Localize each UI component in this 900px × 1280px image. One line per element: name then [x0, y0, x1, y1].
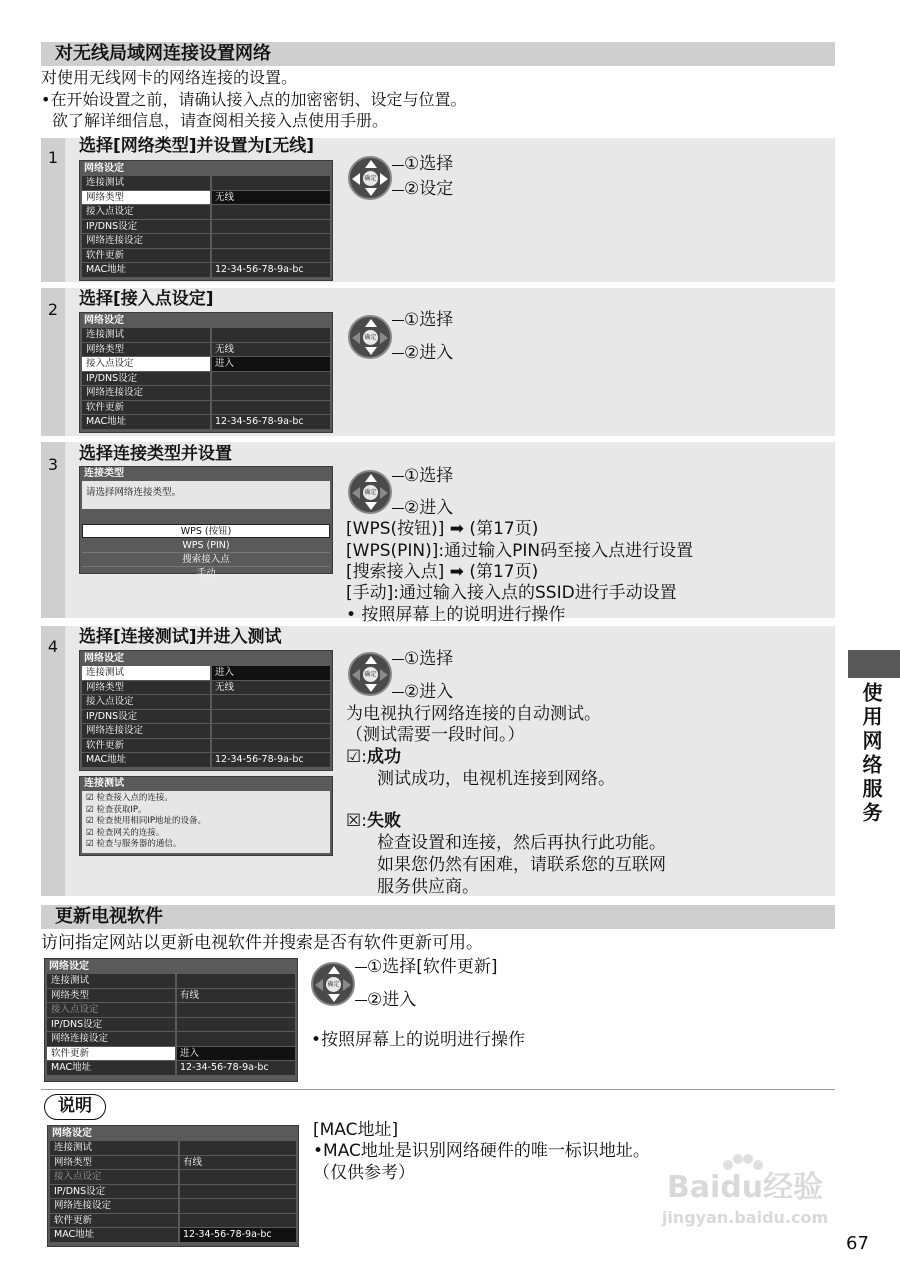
remote-dpad-icon: 确定 — [348, 470, 392, 514]
connection-type-dialog — [79, 466, 333, 579]
check-icon: ☑ — [86, 816, 97, 826]
menu-value: 进入 — [177, 1047, 295, 1061]
remote-dpad-icon: 确定 — [348, 315, 392, 359]
menu-item[interactable]: 接入点设定 — [82, 695, 210, 709]
menu-item[interactable]: 连接测试 — [50, 1141, 178, 1155]
menu-value: 无线 — [212, 681, 330, 695]
menu-item[interactable]: IP/DNS设定 — [47, 1018, 175, 1032]
dialog-prompt: 请选择网络连接类型。 — [82, 481, 330, 509]
menu-value — [212, 386, 330, 400]
instruction-select: ①选择 — [404, 649, 454, 669]
bullet-text: 在开始设置之前，请确认接入点的加密密钥、设定与位置。 — [50, 90, 467, 109]
mac-title: [MAC地址] — [313, 1120, 399, 1140]
option-manual[interactable]: 手动 — [196, 568, 216, 579]
leader-line — [392, 320, 404, 321]
leader-line — [392, 165, 404, 166]
remote-dpad-icon: 确定 — [311, 962, 355, 1006]
check-icon: ☑ — [86, 804, 97, 815]
mac-value: 12-34-56-78-9a-bc — [212, 263, 330, 277]
menu-value — [212, 372, 330, 386]
network-settings-screen — [79, 650, 333, 771]
dialog-spacer — [80, 509, 332, 524]
step-bar — [41, 626, 65, 896]
menu-item[interactable]: 网络连接设定 — [82, 724, 210, 738]
mac-reference: （仅供参考） — [313, 1163, 415, 1183]
mac-value: 12-34-56-78-9a-bc — [212, 753, 330, 767]
menu-item[interactable]: IP/DNS设定 — [82, 220, 210, 234]
leader-line — [392, 692, 404, 693]
menu-value — [212, 220, 330, 234]
menu-value — [180, 1185, 296, 1199]
test-item-text: 检查接入点的连接。 — [96, 793, 173, 803]
remote-dpad-icon: 确定 — [348, 652, 392, 696]
test-item — [86, 805, 326, 817]
fail-text-2: 如果您仍然有困难，请联系您的互联网 — [377, 855, 666, 875]
instruction-action: ②进入 — [404, 682, 454, 702]
step-number: 2 — [47, 300, 59, 319]
menu-item[interactable]: 软件更新 — [82, 401, 210, 415]
fail-row: ☒:失败 — [346, 811, 401, 831]
bullet-note-cont: 欲了解详细信息，请查阅相关接入点使用手册。 — [52, 111, 389, 130]
page-number: 67 — [846, 1233, 869, 1254]
network-settings-screen — [44, 958, 298, 1082]
menu-value — [212, 234, 330, 248]
screen-title: 网络设定 — [49, 961, 89, 972]
menu-value — [177, 1032, 295, 1046]
note-wps-button: [WPS(按钮)] ➡ (第17页) — [346, 519, 539, 539]
instruction-select: ①选择 — [404, 154, 454, 174]
menu-item[interactable]: 网络连接设定 — [82, 234, 210, 248]
menu-value: 进入 — [212, 666, 330, 680]
menu-item[interactable]: 接入点设定 — [82, 205, 210, 219]
menu-value — [212, 710, 330, 724]
test-item-text: 检查获取IP。 — [96, 804, 147, 815]
menu-value — [212, 176, 330, 190]
instruction-select: ①选择[软件更新] — [367, 957, 498, 977]
leader-line — [355, 1000, 367, 1001]
divider — [41, 1089, 835, 1090]
note-manual: [手动]:通过输入接入点的SSID进行手动设置 — [346, 583, 677, 603]
leader-line — [392, 476, 404, 477]
test-item-text: 检查网关的连接。 — [96, 827, 165, 838]
step-number: 4 — [47, 637, 59, 656]
leader-line — [392, 190, 404, 191]
menu-value — [212, 695, 330, 709]
test-title: 连接测试 — [84, 778, 124, 789]
menu-item[interactable]: 网络连接设定 — [50, 1199, 178, 1213]
menu-item-selected[interactable]: 网络类型 — [82, 191, 210, 205]
check-icon: ☑ — [86, 793, 97, 803]
checkmark-icon: ☑ — [346, 747, 362, 767]
note-search-ap: [搜索接入点] ➡ (第17页) — [346, 562, 539, 582]
note-follow: • 按照屏幕上的说明进行操作 — [346, 605, 566, 625]
mac-value: 12-34-56-78-9a-bc — [177, 1061, 295, 1075]
option-wps-pin[interactable]: WPS (PIN) — [82, 539, 330, 553]
menu-value — [212, 401, 330, 415]
test-item — [86, 793, 326, 805]
menu-value: 有线 — [180, 1156, 296, 1170]
watermark-brand: Baidu经验 — [666, 1170, 824, 1205]
menu-value — [180, 1170, 296, 1184]
step-title: 选择[网络类型]并设置为[无线] — [79, 136, 315, 156]
baidu-watermark — [640, 1150, 850, 1240]
instruction-select: ①选择 — [404, 310, 454, 330]
menu-value — [177, 974, 295, 988]
test-item — [86, 839, 326, 851]
menu-item-selected[interactable]: 接入点设定 — [82, 357, 210, 371]
section2-note: •按照屏幕上的说明进行操作 — [311, 1030, 526, 1050]
leader-line — [392, 508, 404, 509]
check-icon: ☑ — [86, 839, 97, 849]
section2-intro: 访问指定网站以更新电视软件并搜索是否有软件更新可用。 — [41, 933, 483, 953]
menu-item[interactable]: 网络类型 — [47, 989, 175, 1003]
test-item — [86, 828, 326, 840]
menu-value — [177, 1003, 295, 1017]
test-item — [86, 816, 326, 828]
watermark-text — [640, 1168, 850, 1228]
menu-value — [180, 1199, 296, 1213]
menu-item: MAC地址 — [47, 1061, 175, 1075]
fail-label: 失败 — [366, 811, 401, 831]
success-label: 成功 — [366, 747, 401, 767]
menu-item-disabled: 接入点设定 — [47, 1003, 175, 1017]
dialog-title: 连接类型 — [84, 468, 124, 479]
menu-value — [212, 739, 330, 753]
screen-title: 网络设定 — [52, 1128, 92, 1139]
mac-description: •MAC地址是识别网络硬件的唯一标识地址。 — [313, 1141, 650, 1161]
screen-title: 网络设定 — [84, 653, 124, 664]
menu-item[interactable]: 网络类型 — [50, 1156, 178, 1170]
note-wps-pin: [WPS(PIN)]:通过输入PIN码至接入点进行设置 — [346, 541, 694, 561]
section-title-update: 更新电视软件 — [41, 905, 835, 929]
step-title: 选择连接类型并设置 — [79, 444, 232, 464]
remote-dpad-icon: 确定 — [348, 156, 392, 200]
network-settings-screen — [79, 312, 333, 433]
check-icon: ☑ — [86, 827, 97, 838]
option-search-ap[interactable]: 搜索接入点 — [82, 553, 330, 567]
menu-item[interactable]: 网络类型 — [82, 681, 210, 695]
success-row: ☑:成功 — [346, 747, 401, 767]
menu-item[interactable]: 连接测试 — [47, 974, 175, 988]
connection-test-panel — [79, 776, 333, 856]
menu-value: 无线 — [212, 343, 330, 357]
menu-item: MAC地址 — [82, 753, 210, 767]
menu-item[interactable]: 连接测试 — [82, 328, 210, 342]
leader-line — [355, 967, 367, 968]
fail-text-3: 服务供应商。 — [377, 877, 479, 897]
instruction-action: ②进入 — [404, 343, 454, 363]
menu-item-disabled: 接入点设定 — [50, 1170, 178, 1184]
step-number: 3 — [47, 455, 59, 474]
menu-item[interactable]: 网络类型 — [82, 343, 210, 357]
menu-item[interactable]: IP/DNS设定 — [82, 372, 210, 386]
watermark-url: jingyan.baidu.com — [661, 1208, 829, 1227]
menu-value: 无线 — [212, 191, 330, 205]
step-title: 选择[连接测试]并进入测试 — [79, 627, 282, 647]
test-list — [82, 791, 330, 853]
instruction-select: ①选择 — [404, 466, 454, 486]
instruction-action: ②设定 — [404, 179, 454, 199]
mac-value: 12-34-56-78-9a-bc — [212, 415, 330, 429]
instruction-action: ②进入 — [367, 990, 417, 1010]
watermark-logo-icon — [718, 1144, 766, 1168]
menu-item[interactable]: 软件更新 — [82, 249, 210, 263]
menu-item: MAC地址 — [82, 415, 210, 429]
test-duration-note: （测试需要一段时间。） — [346, 725, 525, 745]
menu-value — [180, 1214, 296, 1228]
menu-item[interactable]: 网络连接设定 — [82, 386, 210, 400]
menu-value — [212, 328, 330, 342]
cross-box-icon: ☒ — [346, 811, 362, 831]
menu-item: MAC地址 — [82, 263, 210, 277]
test-item-text: 检查与服务器的通信。 — [96, 839, 182, 849]
screen-title: 网络设定 — [84, 315, 124, 326]
menu-item[interactable]: IP/DNS设定 — [50, 1185, 178, 1199]
test-description: 为电视执行网络连接的自动测试。 — [346, 704, 601, 724]
menu-value — [212, 724, 330, 738]
menu-item[interactable]: 软件更新 — [82, 739, 210, 753]
menu-item[interactable]: IP/DNS设定 — [82, 710, 210, 724]
menu-item[interactable]: 连接测试 — [82, 176, 210, 190]
leader-line — [392, 353, 404, 354]
menu-value — [212, 249, 330, 263]
leader-line — [392, 659, 404, 660]
side-tab-label: 使用网络服务 — [859, 682, 883, 826]
success-text: 测试成功，电视机连接到网络。 — [377, 769, 615, 789]
menu-item[interactable]: 软件更新 — [50, 1214, 178, 1228]
side-tab-marker — [848, 650, 900, 678]
network-settings-screen — [47, 1125, 299, 1247]
option-wps-button[interactable]: WPS (按钮) — [82, 524, 330, 538]
menu-item-selected[interactable]: 连接测试 — [82, 666, 210, 680]
fail-text-1: 检查设置和连接，然后再执行此功能。 — [377, 833, 666, 853]
bullet-note: •在开始设置之前，请确认接入点的加密密钥、设定与位置。 — [41, 90, 467, 109]
menu-value — [212, 205, 330, 219]
note-label: 说明 — [44, 1094, 106, 1120]
test-item-text: 检查使用相同IP地址的设备。 — [96, 816, 206, 826]
menu-value: 有线 — [177, 989, 295, 1003]
section-intro: 对使用无线网卡的网络连接的设置。 — [41, 68, 298, 87]
step-number: 1 — [47, 148, 59, 167]
section-title-wireless: 对无线局域网连接设置网络 — [41, 42, 835, 66]
instruction-action: ②进入 — [404, 498, 454, 518]
menu-item-selected[interactable]: MAC地址 — [50, 1228, 178, 1242]
mac-value: 12-34-56-78-9a-bc — [180, 1228, 296, 1242]
screen-title: 网络设定 — [84, 163, 124, 174]
menu-value: 进入 — [212, 357, 330, 371]
network-settings-screen — [79, 160, 333, 281]
menu-value — [177, 1018, 295, 1032]
menu-item[interactable]: 网络连接设定 — [47, 1032, 175, 1046]
menu-value — [180, 1141, 296, 1155]
step-title: 选择[接入点设定] — [79, 289, 214, 309]
menu-item-selected[interactable]: 软件更新 — [47, 1047, 175, 1061]
